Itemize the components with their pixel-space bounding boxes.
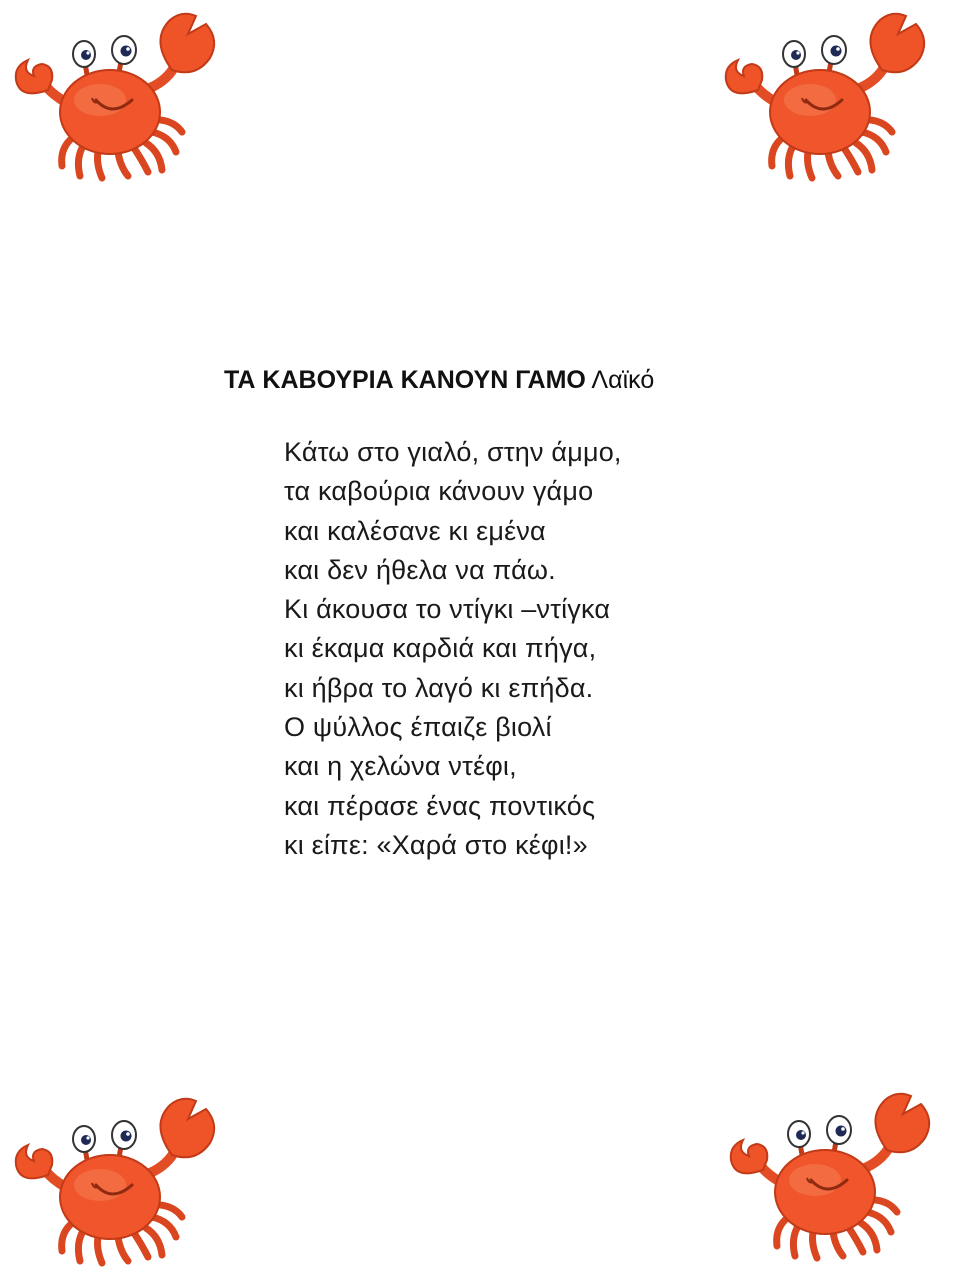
crab-icon <box>0 1085 230 1275</box>
poem-line: κι είπε: «Χαρά στο κέφι!» <box>284 829 588 860</box>
crab-icon <box>715 1080 945 1270</box>
poem-line: και η χελώνα ντέφι, <box>284 751 517 782</box>
page-title <box>224 362 654 398</box>
poem-line: Κι άκουσα το ντίγκι –ντίγκα <box>284 594 611 625</box>
poem-line: και δεν ήθελα να πάω. <box>284 554 556 585</box>
poem-line: και καλέσανε κι εμένα <box>284 515 546 546</box>
crab-icon <box>710 0 940 190</box>
poem-line: κι έκαμα καρδιά και πήγα, <box>284 633 597 664</box>
song-title: ΤΑ ΚΑΒΟΥΡΙΑ ΚΑΝΟΥΝ ΓΑΜΟ <box>224 366 586 394</box>
poem-line: Κάτω στο γιαλό, στην άμμο, <box>284 437 622 467</box>
poem-line: Ο ψύλλος έπαιζε βιολί <box>284 712 552 743</box>
song-subtitle: Λαϊκό <box>591 366 655 394</box>
poem-text <box>284 433 904 865</box>
poem-line: κι ήβρα το λαγό κι επήδα. <box>284 672 594 703</box>
poem-line: τα καβούρια κάνουν γάμο <box>284 476 594 507</box>
poem-line: και πέρασε ένας ποντικός <box>284 790 596 821</box>
crab-icon <box>0 0 230 190</box>
